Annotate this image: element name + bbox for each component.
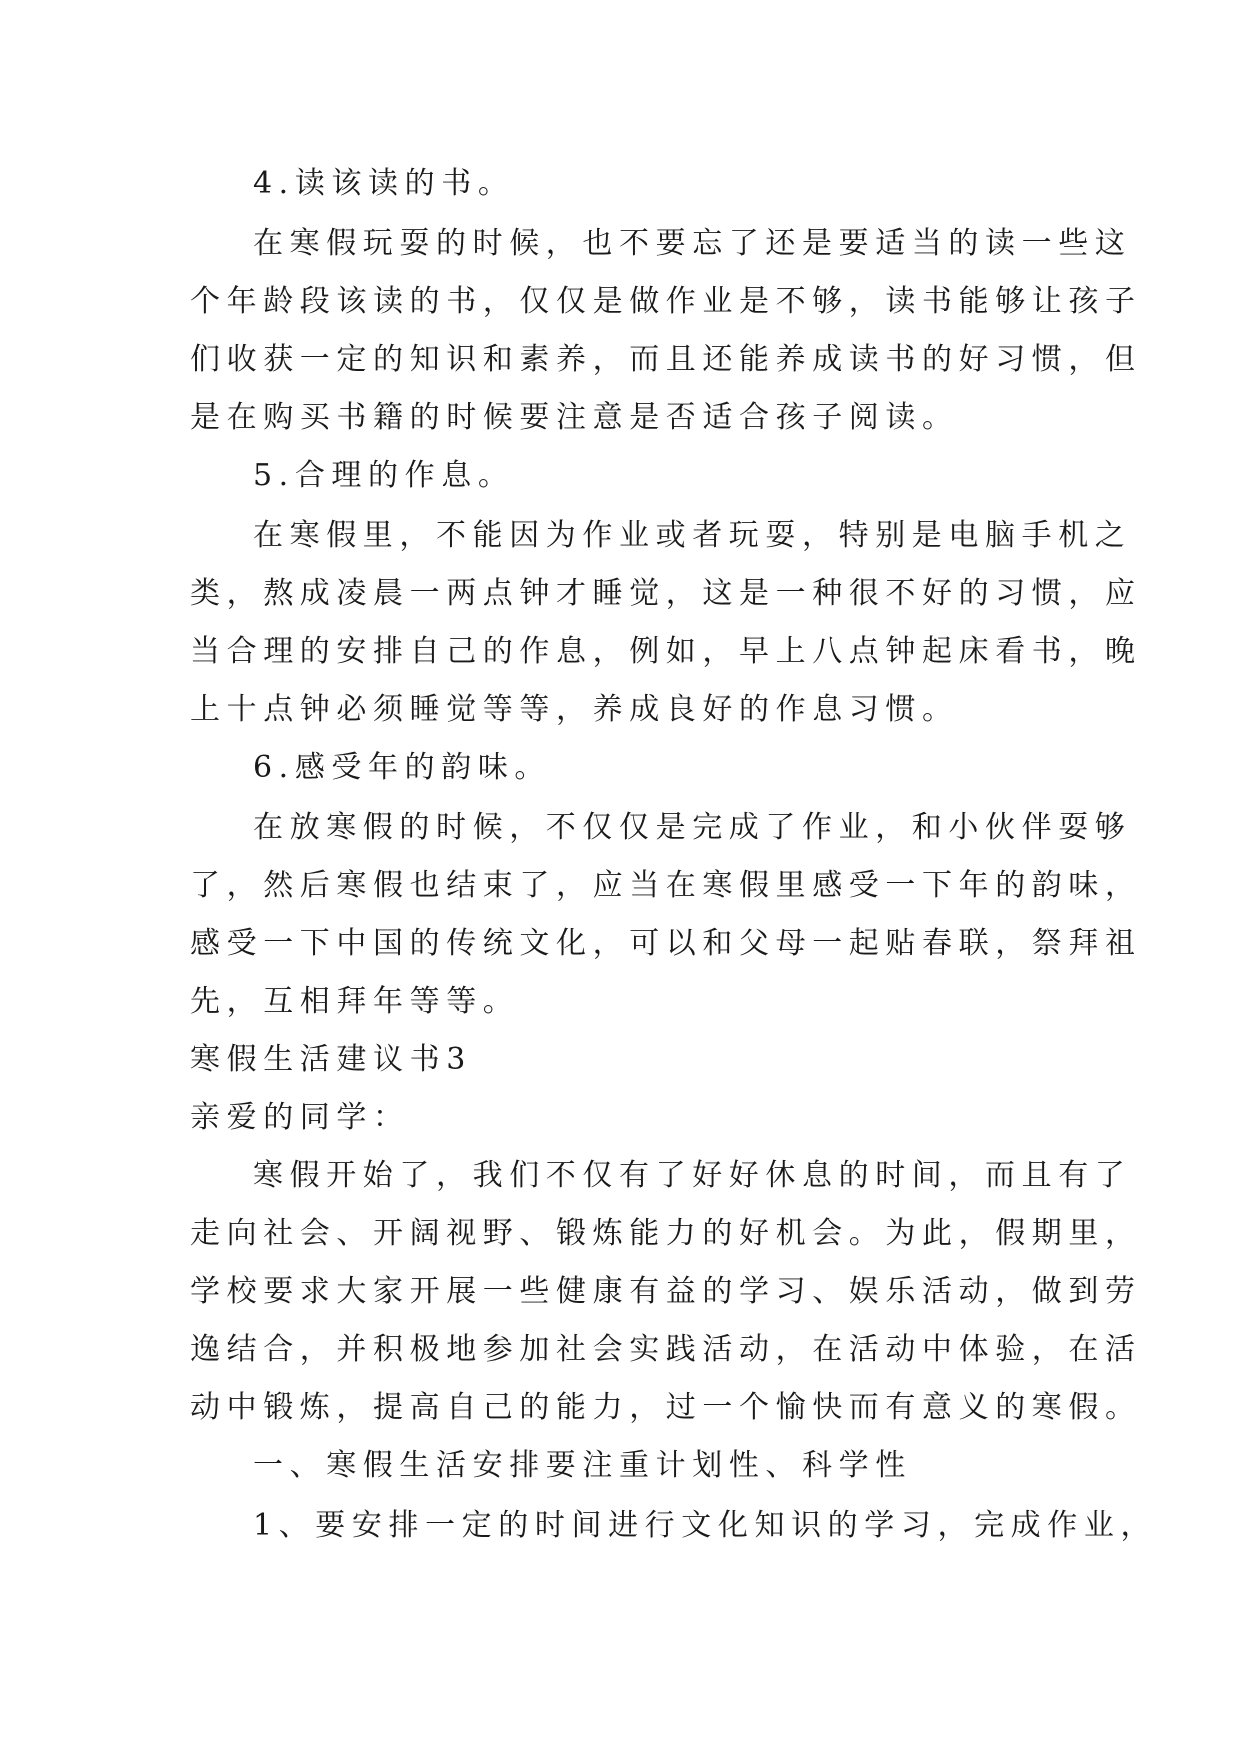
paragraph-line: 们收获一定的知识和素养，而且还能养成读书的好习惯，但 [190,342,1142,377]
paragraph-line: 1、要安排一定的时间进行文化知识的学习，完成作业， [253,1508,1158,1543]
paragraph-line: 个年龄段该读的书，仅仅是做作业是不够，读书能够让孩子 [190,284,1142,319]
paragraph-line: 动中锻炼，提高自己的能力，过一个愉快而有意义的寒假。 [190,1390,1142,1425]
paragraph-line: 寒假开始了，我们不仅有了好好休息的时间，而且有了 [253,1158,1132,1193]
paragraph-line: 学校要求大家开展一些健康有益的学习、娱乐活动，做到劳 [190,1274,1142,1309]
paragraph-line: 逸结合，并积极地参加社会实践活动，在活动中体验，在活 [190,1332,1142,1367]
paragraph-line: 在放寒假的时候，不仅仅是完成了作业，和小伙伴耍够 [253,810,1132,845]
paragraph-line: 当合理的安排自己的作息，例如，早上八点钟起床看书，晚 [190,634,1142,669]
item-heading-5: 5.合理的作息。 [253,458,515,493]
item-heading-4: 4.读该读的书。 [253,166,515,201]
salutation: 亲爱的同学： [190,1100,410,1135]
paragraph-line: 先，互相拜年等等。 [190,984,520,1019]
section-title: 寒假生活建议书3 [190,1042,472,1077]
paragraph-line: 了，然后寒假也结束了，应当在寒假里感受一下年的韵味， [190,868,1142,903]
item-heading-6: 6.感受年的韵味。 [253,750,552,785]
paragraph-line: 类，熬成凌晨一两点钟才睡觉，这是一种很不好的习惯，应 [190,576,1142,611]
paragraph-line: 走向社会、开阔视野、锻炼能力的好机会。为此，假期里， [190,1216,1142,1251]
paragraph-line: 在寒假里，不能因为作业或者玩耍，特别是电脑手机之 [253,518,1132,553]
subsection-heading: 一、寒假生活安排要注重计划性、科学性 [253,1448,912,1483]
paragraph-line: 感受一下中国的传统文化，可以和父母一起贴春联，祭拜祖 [190,926,1142,961]
paragraph-line: 在寒假玩耍的时候，也不要忘了还是要适当的读一些这 [253,226,1132,261]
paragraph-line: 上十点钟必须睡觉等等，养成良好的作息习惯。 [190,692,959,727]
paragraph-line: 是在购买书籍的时候要注意是否适合孩子阅读。 [190,400,959,435]
